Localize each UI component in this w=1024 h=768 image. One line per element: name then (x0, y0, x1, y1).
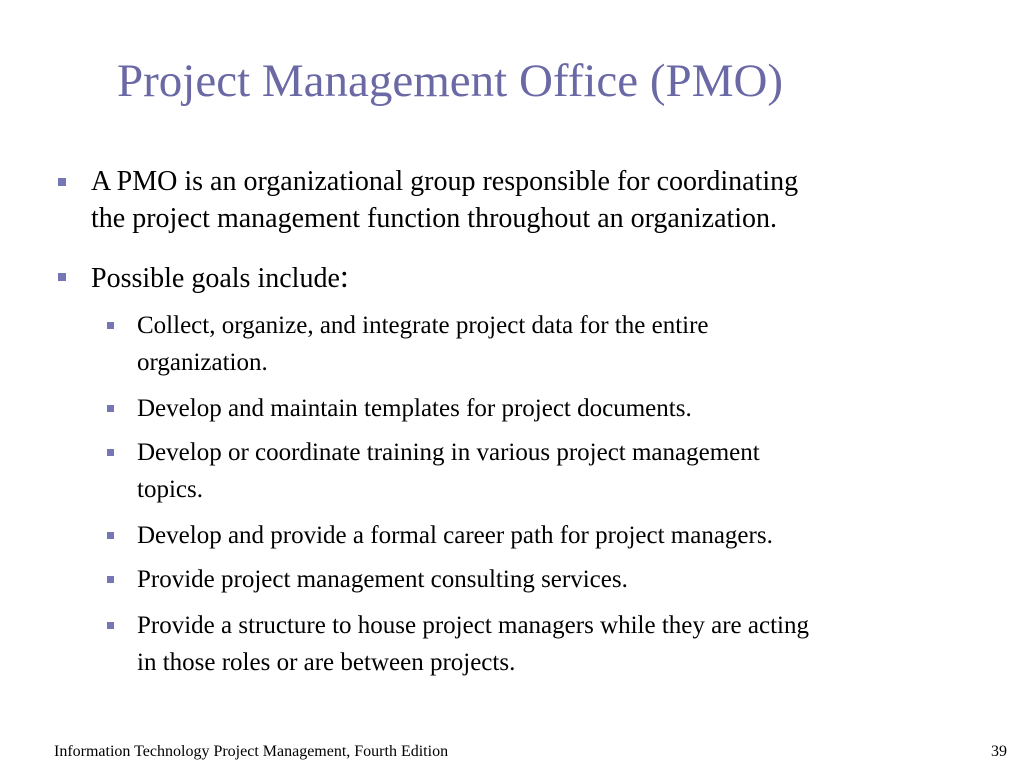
bullet-text: Possible goals include (91, 263, 340, 294)
square-bullet-icon (107, 532, 114, 539)
square-bullet-icon (58, 273, 66, 281)
bullet-line: Develop and provide a formal career path for project managers. (137, 522, 773, 549)
square-bullet-icon (107, 622, 114, 629)
bullet-colon: : (339, 258, 349, 294)
bullet-item-pmo-definition (91, 163, 798, 237)
bullet-line: Develop and maintain templates for project documents. (137, 395, 692, 422)
bullet-line: Develop or coordinate training in various project management (137, 439, 760, 466)
square-bullet-icon (107, 322, 114, 329)
square-bullet-icon (107, 405, 114, 412)
sub-bullet-item (137, 517, 773, 554)
bullet-line: Provide project management consulting services. (137, 566, 628, 593)
square-bullet-icon (107, 449, 114, 456)
sub-bullet-item (137, 561, 628, 598)
bullet-line: in those roles or are between projects. (137, 649, 516, 676)
slide-title: Project Management Office (PMO) (117, 55, 784, 107)
footer-book-title: Information Technology Project Management, Fourth Edition (54, 743, 449, 760)
square-bullet-icon (58, 178, 66, 186)
square-bullet-icon (107, 576, 114, 583)
bullet-item-possible-goals (91, 258, 349, 297)
bullet-line: the project management function throughout an organization. (91, 203, 778, 234)
bullet-line: Collect, organize, and integrate project data for the entire (137, 312, 709, 339)
footer-page-number: 39 (991, 743, 1007, 760)
sub-bullet-item (137, 390, 692, 427)
sub-bullet-item (137, 434, 760, 508)
bullet-line: Provide a structure to house project managers while they are acting (137, 612, 809, 639)
bullet-line: topics. (137, 476, 203, 503)
sub-bullet-item (137, 307, 709, 381)
bullet-line: organization. (137, 349, 268, 376)
sub-bullet-item (137, 607, 809, 681)
bullet-line: A PMO is an organizational group responsible for coordinating (91, 166, 799, 197)
